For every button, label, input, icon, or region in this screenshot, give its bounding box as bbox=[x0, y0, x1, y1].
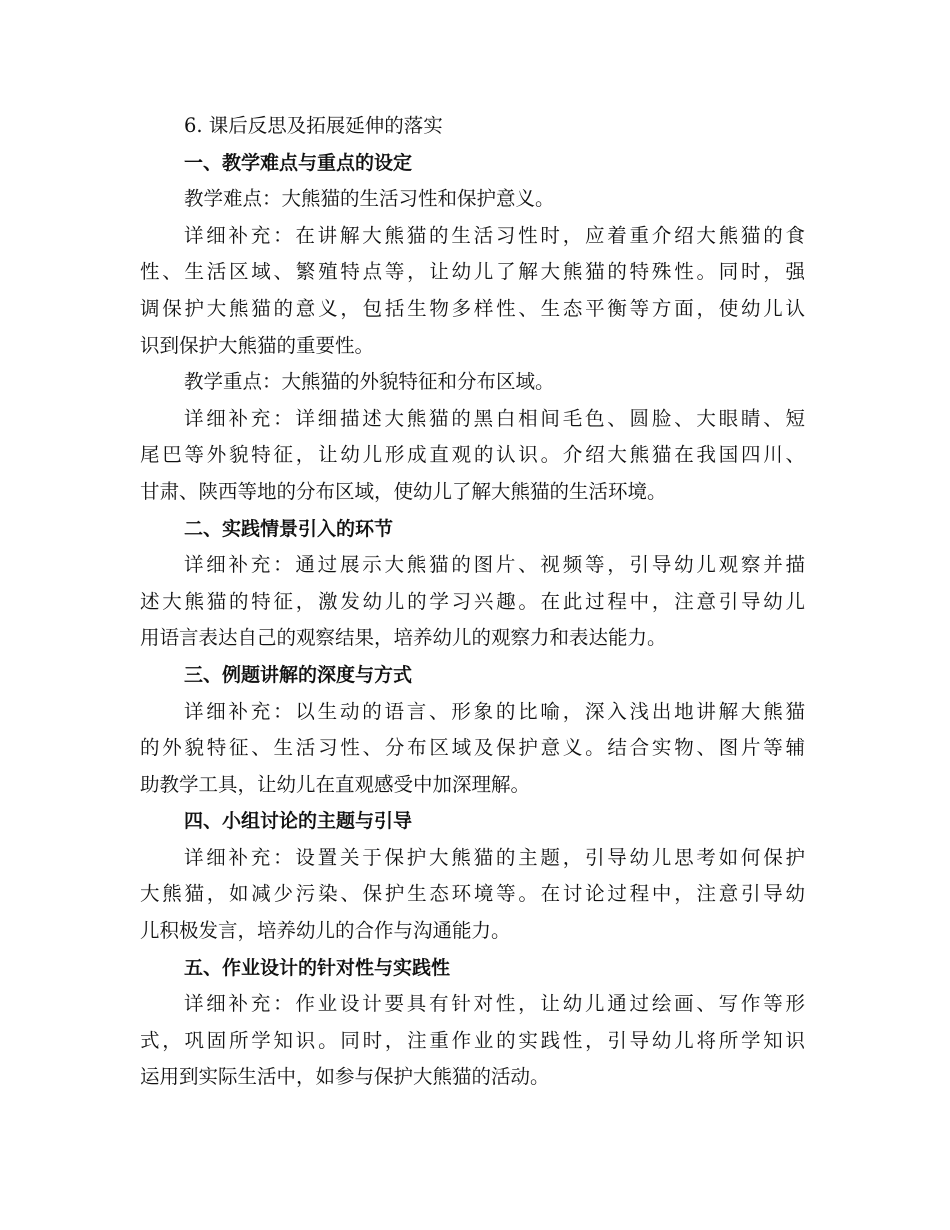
teaching-difficulty: 教学难点：大熊猫的生活习性和保护意义。 bbox=[184, 187, 555, 211]
paragraph-line: 式，巩固所学知识。同时，注重作业的实践性，引导幼儿将所学知识 bbox=[140, 1028, 805, 1052]
paragraph-line: 识到保护大熊猫的重要性。 bbox=[140, 333, 375, 357]
paragraph-line: 调保护大熊猫的意义，包括生物多样性、生态平衡等方面，使幼儿认 bbox=[140, 296, 805, 320]
section-heading-5: 五、作业设计的针对性与实践性 bbox=[184, 956, 451, 979]
teaching-keypoint: 教学重点：大熊猫的外貌特征和分布区域。 bbox=[184, 370, 555, 394]
paragraph-line: 详细补充：在讲解大熊猫的生活习性时，应着重介绍大熊猫的食 bbox=[184, 223, 805, 247]
paragraph-line: 详细补充：详细描述大熊猫的黑白相间毛色、圆脸、大眼睛、短 bbox=[184, 406, 805, 430]
paragraph-line: 的外貌特征、生活习性、分布区域及保护意义。结合实物、图片等辅 bbox=[140, 736, 805, 760]
paragraph-line: 详细补充：作业设计要具有针对性，让幼儿通过绘画、写作等形 bbox=[184, 992, 805, 1016]
paragraph-line: 尾巴等外貌特征，让幼儿形成直观的认识。介绍大熊猫在我国四川、 bbox=[140, 443, 805, 467]
paragraph-line: 运用到实际生活中，如参与保护大熊猫的活动。 bbox=[140, 1065, 550, 1089]
section-heading-4: 四、小组讨论的主题与引导 bbox=[184, 810, 413, 833]
list-item-6: 6. 课后反思及拓展延伸的落实 bbox=[184, 114, 443, 137]
paragraph-line: 儿积极发言，培养幼儿的合作与沟通能力。 bbox=[140, 919, 511, 943]
document-page bbox=[140, 108, 805, 1096]
paragraph-line: 用语言表达自己的观察结果，培养幼儿的观察力和表达能力。 bbox=[140, 626, 667, 650]
paragraph-line: 助教学工具，让幼儿在直观感受中加深理解。 bbox=[140, 772, 531, 796]
paragraph-line: 详细补充：通过展示大熊猫的图片、视频等，引导幼儿观察并描 bbox=[184, 553, 805, 577]
paragraph-line: 性、生活区域、繁殖特点等，让幼儿了解大熊猫的特殊性。同时，强 bbox=[140, 260, 805, 284]
section-heading-1: 一、教学难点与重点的设定 bbox=[184, 151, 413, 174]
section-heading-3: 三、例题讲解的深度与方式 bbox=[184, 663, 413, 686]
paragraph-line: 详细补充：设置关于保护大熊猫的主题，引导幼儿思考如何保护 bbox=[184, 845, 805, 869]
section-heading-2: 二、实践情景引入的环节 bbox=[184, 517, 394, 540]
paragraph-line: 甘肃、陕西等地的分布区域，使幼儿了解大熊猫的生活环境。 bbox=[140, 479, 667, 503]
paragraph-line: 述大熊猫的特征，激发幼儿的学习兴趣。在此过程中，注意引导幼儿 bbox=[140, 589, 805, 613]
paragraph-line: 大熊猫，如减少污染、保护生态环境等。在讨论过程中，注意引导幼 bbox=[140, 882, 805, 906]
paragraph-line: 详细补充：以生动的语言、形象的比喻，深入浅出地讲解大熊猫 bbox=[184, 699, 805, 723]
